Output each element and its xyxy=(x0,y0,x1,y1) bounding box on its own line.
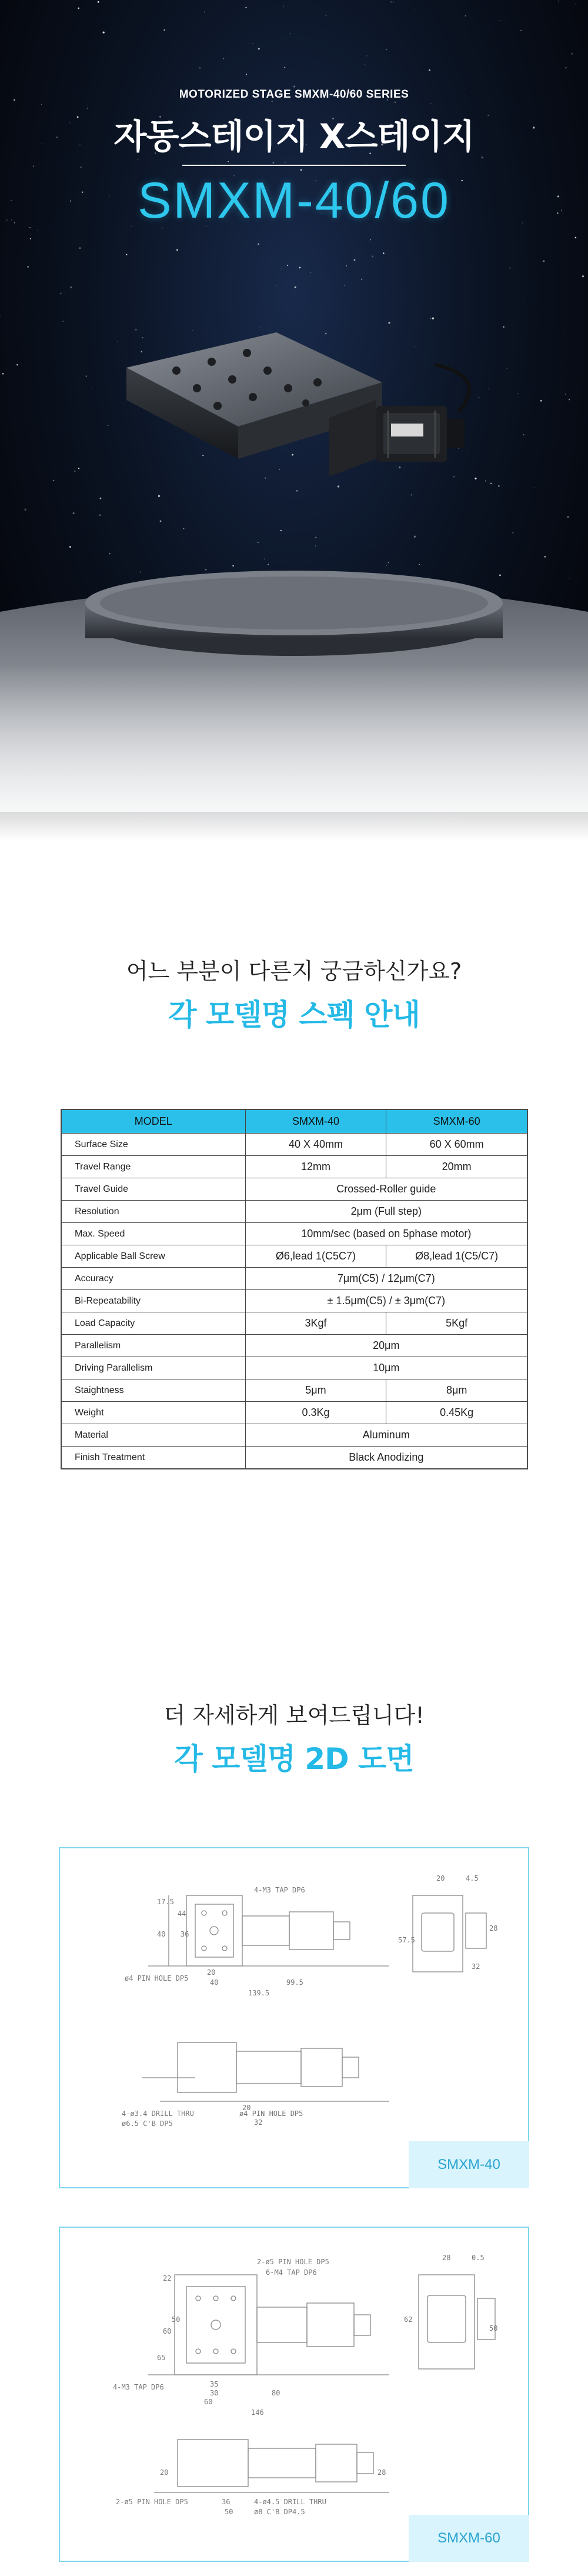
drawing-dimension: 20 xyxy=(207,1968,216,1977)
star-dot xyxy=(499,20,500,21)
hero-divider xyxy=(182,165,406,166)
spec-value-shared: 7μm(C5) / 12μm(C7) xyxy=(245,1268,527,1290)
drawing-dimension: 40 xyxy=(157,1930,166,1938)
spec-value-smxm60: 5Kgf xyxy=(386,1312,527,1335)
table-row xyxy=(62,1379,527,1402)
star-dot xyxy=(246,74,247,75)
table-row xyxy=(62,1447,527,1469)
drawing-note: 4-ø4.5 DRILL THRU xyxy=(254,2498,326,2506)
table-row xyxy=(62,1335,527,1357)
star-dot xyxy=(386,49,387,50)
spec-question: 어느 부분이 다른지 궁금하신가요? xyxy=(126,958,462,984)
hero-fade-overlay xyxy=(0,665,588,841)
drawing-dimension: 50 xyxy=(489,2324,498,2332)
star-dot xyxy=(30,238,31,239)
spec-value-smxm40: 5μm xyxy=(245,1379,386,1402)
star-dot xyxy=(372,256,373,258)
spec-value-shared: Aluminum xyxy=(245,1424,527,1447)
drawing-dimension: 44 xyxy=(178,1909,186,1918)
drawing-label-smxm40: SMXM-40 xyxy=(409,2141,529,2188)
spec-value-shared: Black Anodizing xyxy=(245,1447,527,1469)
table-row xyxy=(62,1245,527,1268)
drawing-dimension: 36 xyxy=(222,2498,230,2506)
table-row xyxy=(62,1290,527,1312)
star-dot xyxy=(571,53,573,55)
spec-label: Travel Guide xyxy=(62,1178,246,1201)
spec-label: Travel Range xyxy=(62,1156,246,1178)
star-dot xyxy=(566,67,567,68)
drawing-heading: 각 모델명 2D 도면 xyxy=(174,1742,414,1776)
star-dot xyxy=(79,247,81,249)
star-dot xyxy=(370,239,371,240)
spec-label: Staightness xyxy=(62,1379,246,1402)
drawing-note: 2-ø5 PIN HOLE DP5 xyxy=(116,2498,188,2506)
star-dot xyxy=(383,252,385,254)
drawing-dimension: 20 xyxy=(436,1874,445,1882)
star-dot xyxy=(293,86,295,88)
drawing-section-header xyxy=(0,1697,588,1778)
drawing-smxm60-dims xyxy=(113,2254,497,2516)
drawing-dimension: 28 xyxy=(377,2468,386,2477)
spec-value-smxm60: 20mm xyxy=(386,1156,527,1178)
drawing-dimension: 22 xyxy=(163,2274,172,2282)
spec-value-shared: 20μm xyxy=(245,1335,527,1357)
drawing-dimension: 20 xyxy=(160,2468,169,2477)
drawing-dimension: 60 xyxy=(163,2327,172,2335)
star-dot xyxy=(575,237,577,239)
star-dot xyxy=(281,268,282,269)
table-row xyxy=(62,1156,527,1178)
drawing-dimension: 28 xyxy=(442,2254,451,2262)
spec-value-smxm60: Ø8,lead 1(C5/C7) xyxy=(386,1245,527,1268)
spec-label: Surface Size xyxy=(62,1134,246,1156)
hero-series-subtitle: MOTORIZED STAGE SMXM-40/60 SERIES xyxy=(179,88,409,101)
star-dot xyxy=(299,266,300,268)
star-dot xyxy=(252,43,253,44)
drawing-dimension: 36 xyxy=(181,1930,189,1938)
star-dot xyxy=(138,159,139,160)
drawing-dimension: 28 xyxy=(489,1924,498,1932)
drawing-dimension: 80 xyxy=(272,2389,280,2397)
col-header-model: MODEL xyxy=(62,1110,246,1134)
star-dot xyxy=(354,259,356,261)
star-dot xyxy=(285,162,286,163)
col-header-smxm60: SMXM-60 xyxy=(386,1110,527,1134)
star-dot xyxy=(273,162,275,164)
drawing-dimension: 30 xyxy=(210,2389,219,2397)
star-dot xyxy=(395,102,396,103)
star-dot xyxy=(245,7,246,8)
star-dot xyxy=(103,31,105,33)
star-dot xyxy=(163,29,165,31)
drawing-smxm60 xyxy=(60,2228,528,2561)
drawing-card-smxm40 xyxy=(59,1847,529,2188)
drawing-question: 더 자세하게 보여드립니다! xyxy=(163,1702,425,1728)
star-dot xyxy=(98,1,99,3)
star-dot xyxy=(172,80,173,81)
star-dot xyxy=(258,48,260,49)
drawing-note: ø4 PIN HOLE DP5 xyxy=(239,2110,303,2118)
spec-label: Material xyxy=(62,1424,246,1447)
star-dot xyxy=(510,268,511,269)
spec-label: Bi-Repeatability xyxy=(62,1290,246,1312)
star-dot xyxy=(310,272,311,273)
star-dot xyxy=(300,169,302,171)
spec-value-shared: Crossed-Roller guide xyxy=(245,1178,527,1201)
drawing-dimension: 0.5 xyxy=(472,2254,485,2262)
star-dot xyxy=(366,55,368,56)
drawing-dimension: 62 xyxy=(404,2315,413,2324)
drawing-dimension: 32 xyxy=(472,1962,480,1971)
drawing-smxm40 xyxy=(60,1848,528,2187)
spec-value-shared: 2μm (Full step) xyxy=(245,1201,527,1223)
spec-value-smxm40: 3Kgf xyxy=(245,1312,386,1335)
star-dot xyxy=(199,67,201,69)
table-row xyxy=(62,1201,527,1223)
drawing-note: 2-ø5 PIN HOLE DP5 xyxy=(257,2258,329,2266)
star-dot xyxy=(582,275,584,277)
star-dot xyxy=(361,279,362,280)
table-row xyxy=(62,1402,527,1424)
star-dot xyxy=(326,15,327,16)
hero-title: 자동스테이지 X스테이지 xyxy=(113,116,475,156)
drawing-note: ø4 PIN HOLE DP5 xyxy=(125,1974,189,1982)
star-dot xyxy=(204,11,205,12)
star-dot xyxy=(465,15,466,16)
drawing-dimension: 17.5 xyxy=(157,1898,174,1906)
spec-label: Parallelism xyxy=(62,1335,246,1357)
spec-label: Accuracy xyxy=(62,1268,246,1290)
drawing-note: ø6.5 C'B DP5 xyxy=(122,2120,173,2128)
drawing-dimension: 40 xyxy=(210,1978,219,1987)
table-row xyxy=(62,1134,527,1156)
spec-label: Weight xyxy=(62,1402,246,1424)
spec-label: Applicable Ball Screw xyxy=(62,1245,246,1268)
spec-value-smxm60: 8μm xyxy=(386,1379,527,1402)
spec-label: Driving Parallelism xyxy=(62,1357,246,1379)
star-dot xyxy=(80,166,82,168)
spec-section-header xyxy=(0,953,588,1034)
star-dot xyxy=(223,58,224,59)
spec-table xyxy=(61,1109,527,1469)
drawing-dimension: 65 xyxy=(157,2354,166,2362)
spec-value-smxm40: 12mm xyxy=(245,1156,386,1178)
star-dot xyxy=(27,266,29,268)
star-dot xyxy=(176,249,178,251)
star-dot xyxy=(520,30,522,31)
drawing-dimension: 60 xyxy=(204,2398,213,2406)
spec-value-smxm60: 60 X 60mm xyxy=(386,1134,527,1156)
spec-value-shared: 10mm/sec (based on 5phase motor) xyxy=(245,1223,527,1245)
table-row xyxy=(62,1357,527,1379)
drawing-note: 4-M3 TAP DP6 xyxy=(254,1886,305,1894)
drawing-dimension: 99.5 xyxy=(286,1978,303,1987)
drawing-dimension: 139.5 xyxy=(248,1989,270,1997)
star-dot xyxy=(284,67,285,68)
spec-value-shared: ± 1.5μm(C5) / ± 3μm(C7) xyxy=(245,1290,527,1312)
star-dot xyxy=(287,265,288,266)
hero-model-name: SMXM-40/60 xyxy=(138,172,450,229)
table-row xyxy=(62,1424,527,1447)
spec-label: Load Capacity xyxy=(62,1312,246,1335)
drawing-label-smxm60: SMXM-60 xyxy=(409,2515,529,2562)
table-row xyxy=(62,1312,527,1335)
spec-value-shared: 10μm xyxy=(245,1357,527,1379)
star-dot xyxy=(258,244,259,245)
spec-table-container xyxy=(61,1109,528,1469)
drawing-dimension: 20 xyxy=(242,2104,251,2112)
star-dot xyxy=(41,104,42,105)
col-header-smxm40: SMXM-40 xyxy=(245,1110,386,1134)
spec-value-smxm60: 0.45Kg xyxy=(386,1402,527,1424)
drawing-dimension: 32 xyxy=(254,2118,263,2127)
drawing-dimension: 4.5 xyxy=(466,1874,479,1882)
drawing-dimension: 57.5 xyxy=(398,1936,415,1944)
star-dot xyxy=(543,260,544,262)
star-dot xyxy=(346,265,347,266)
drawing-note: 6-M4 TAP DP6 xyxy=(266,2268,317,2277)
star-dot xyxy=(364,64,365,65)
spec-label: Finish Treatment xyxy=(62,1447,246,1469)
spec-heading: 각 모델명 스펙 안내 xyxy=(168,998,420,1032)
drawing-note: 4-ø3.4 DRILL THRU xyxy=(122,2110,194,2118)
star-dot xyxy=(429,69,430,71)
star-dot xyxy=(33,166,34,167)
spec-value-smxm40: 0.3Kg xyxy=(245,1402,386,1424)
table-row xyxy=(62,1178,527,1201)
table-row xyxy=(62,1268,527,1290)
drawing-note: 4-M3 TAP DP6 xyxy=(113,2383,164,2391)
drawing-dimension: 146 xyxy=(251,2408,264,2417)
drawing-dimension: 50 xyxy=(225,2508,233,2516)
spec-value-smxm40: 40 X 40mm xyxy=(245,1134,386,1156)
spec-value-smxm40: Ø6,lead 1(C5C7) xyxy=(245,1245,386,1268)
drawing-dimension: 35 xyxy=(210,2380,219,2388)
drawing-note: ø8 C'B DP4.5 xyxy=(254,2508,305,2516)
star-dot xyxy=(78,8,79,9)
table-row xyxy=(62,1223,527,1245)
spec-label: Max. Speed xyxy=(62,1223,246,1245)
star-dot xyxy=(390,1,392,2)
hero-banner xyxy=(0,0,588,841)
drawing-dimension: 50 xyxy=(172,2315,181,2324)
spec-label: Resolution xyxy=(62,1201,246,1223)
star-dot xyxy=(414,9,415,10)
drawing-card-smxm60 xyxy=(59,2227,529,2562)
star-dot xyxy=(126,254,128,256)
spec-table-header-row xyxy=(62,1110,527,1134)
